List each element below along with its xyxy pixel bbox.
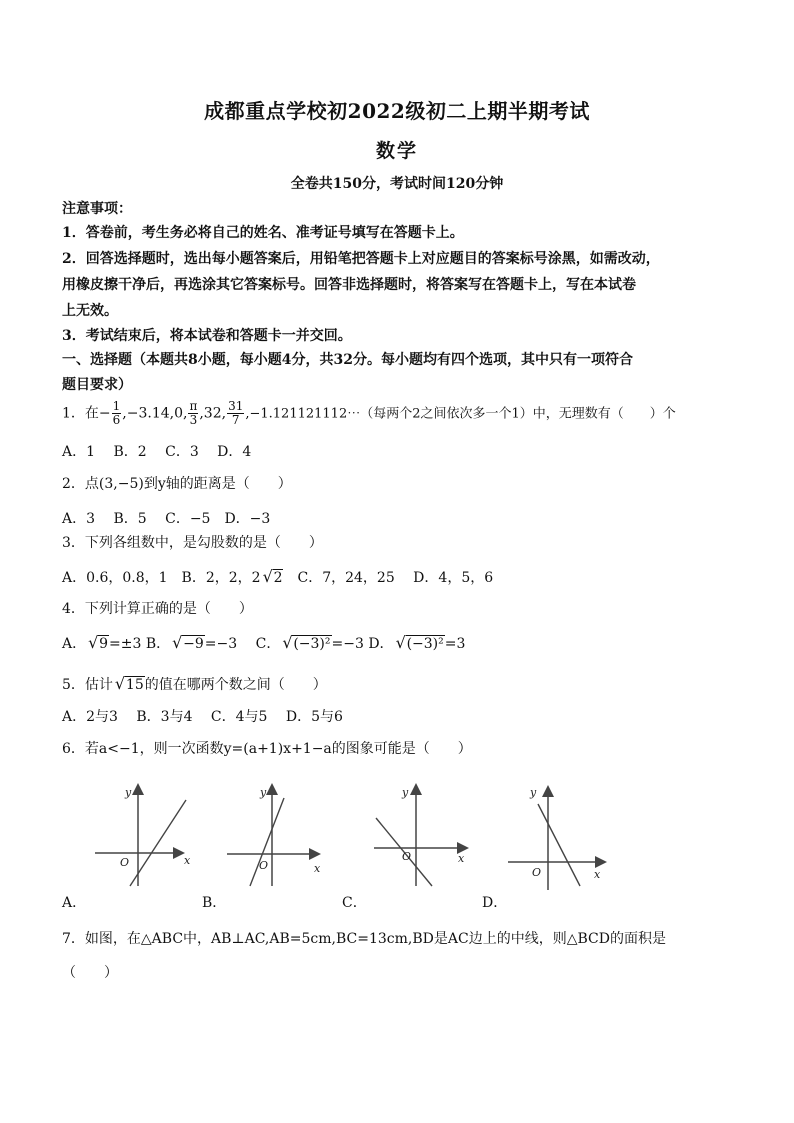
- q4-d-radicand: (−3)²: [406, 636, 444, 652]
- notes-heading: 注意事项：: [62, 201, 132, 217]
- q6-graph-c: [364, 778, 484, 888]
- q3-options-a: A．0.6，0.8，1 B．2，2，2: [62, 570, 261, 586]
- q6-option-a-label: A．: [62, 895, 87, 911]
- q4-options: [62, 633, 465, 653]
- q6-option-d-label: D．: [482, 895, 508, 911]
- note-2-line1: 2．回答选择题时，选出每小题答案后，用铅笔把答题卡上对应题目的答案标号涂黑，如需改动，: [62, 251, 660, 267]
- note-2-line3: 上无效。: [62, 303, 118, 319]
- q3-options-c: C．7，24，25 D．4，5，6: [283, 570, 494, 586]
- q6-graph-d: [502, 782, 622, 892]
- q2-options: A．3 B．5 C．−5 D．−3: [62, 511, 271, 527]
- q6-b-y-label: y: [260, 786, 267, 799]
- q4-d-sqrt: √ (−3)²: [395, 633, 444, 652]
- q6-a-x-label: x: [184, 854, 191, 867]
- q5-options: A．2与3 B．3与4 C．4与5 D．5与6: [62, 709, 343, 725]
- q4-a-sqrt: √ 9: [88, 633, 109, 652]
- q1-mid2: ,32,: [199, 405, 227, 422]
- q1-f1-den: 6: [112, 413, 121, 427]
- q1-f2-den: 3: [189, 413, 198, 427]
- q4-d-rest: =3: [444, 636, 466, 652]
- q4-c-sqrt: √ (−3)²: [282, 633, 331, 652]
- q1-tail: ,−1.121121112⋯（每两个2之间依次多一个1）中，无理数有（ ）个: [245, 406, 676, 422]
- q6-c-x-label: x: [458, 852, 465, 865]
- q1-fraction-3: [227, 400, 244, 427]
- q6-a-origin: O: [120, 856, 130, 869]
- q3-sqrt: √ 2: [262, 567, 283, 586]
- page-title: 成都重点学校初2022级初二上期半期考试: [204, 99, 590, 123]
- q4-a-rest: =±3 B．: [109, 636, 171, 652]
- q4-b-radicand: −9: [183, 636, 204, 652]
- question-7-line1: 7．如图，在△ABC中，AB⊥AC,AB=5cm,BC=13cm,BD是AC边上的中线，则△BCD的面积是: [62, 931, 666, 947]
- q1-f2-num: π: [189, 399, 198, 413]
- subject-title: 数学: [375, 140, 418, 162]
- note-1: 1．答卷前，考生务必将自己的姓名、准考证号填写在答题卡上。: [62, 225, 464, 241]
- q1-f3-den: 7: [231, 413, 240, 427]
- question-5: [62, 674, 327, 694]
- q5-radicand: 15: [125, 677, 144, 693]
- q6-b-x-label: x: [314, 862, 321, 875]
- exam-info: 全卷共150分，考试时间120分钟: [290, 176, 504, 192]
- q3-options: [62, 567, 493, 587]
- q6-a-y-label: y: [125, 786, 132, 799]
- q6-d-y-label: y: [530, 786, 537, 799]
- q6-d-line: [538, 804, 580, 886]
- q1-f3-num: 31: [228, 399, 244, 413]
- q1-fraction-2: [188, 400, 198, 427]
- q6-d-x-label: x: [594, 868, 601, 881]
- q6-graph-b: [222, 778, 342, 888]
- q5-text-b: 的值在哪两个数之间（ ）: [144, 677, 327, 693]
- q4-b-sqrt: √ −9: [172, 633, 204, 652]
- q6-option-c-label: C．: [342, 895, 367, 911]
- q1-mid: ,−3.14,0,: [122, 405, 188, 422]
- q1-f1-num: 1: [112, 399, 121, 413]
- q6-graph-a: [90, 778, 210, 888]
- question-7-line2: （ ）: [62, 965, 118, 981]
- q5-text-a: 5．估计: [62, 677, 113, 693]
- section-heading-line2: 题目要求）: [62, 377, 132, 393]
- section-heading-line1: 一、选择题（本题共8小题，每小题4分，共32分。每小题均有四个选项，其中只有一项符合: [62, 352, 633, 368]
- q1-options: A．1 B．2 C．3 D．4: [62, 444, 252, 460]
- q6-b-line: [250, 798, 284, 886]
- q6-option-b-label: B．: [202, 895, 227, 911]
- q6-c-origin: O: [402, 850, 412, 863]
- note-2-line2: 用橡皮擦干净后，再选涂其它答案标号。回答非选择题时，将答案写在答题卡上，写在本试卷: [62, 277, 636, 293]
- q6-d-origin: O: [532, 866, 542, 879]
- question-1: 1．在− $\frac{1}{6}$ ,−3.14,0, $\frac{\pi}{3}$ ,32, $\frac{31}{7}$ ,−1.121121112⋯（每两个2之间依次多一个1）中，无理数有（ ）个: [62, 399, 676, 427]
- q4-b-rest: =−3 C．: [204, 636, 281, 652]
- q6-b-origin: O: [259, 859, 269, 872]
- q1-fraction-1: [112, 400, 122, 427]
- question-4: 4．下列计算正确的是（ ）: [62, 601, 253, 617]
- q4-c-radicand: (−3)²: [293, 636, 331, 652]
- q1-prefix: 1．在: [62, 405, 99, 422]
- q4-a-label: A．: [62, 636, 87, 652]
- q4-c-rest: =−3 D．: [331, 636, 394, 652]
- question-6: 6．若a<−1，则一次函数y=(a+1)x+1−a的图象可能是（ ）: [62, 741, 472, 757]
- question-3: 3．下列各组数中，是勾股数的是（ ）: [62, 535, 323, 551]
- question-2: 2．点(3,−5)到y轴的距离是（ ）: [62, 476, 292, 492]
- q5-sqrt: √ 15: [114, 674, 144, 693]
- q3-sqrt-value: 2: [273, 570, 283, 586]
- note-3: 3．考试结束后，将本试卷和答题卡一并交回。: [62, 328, 352, 344]
- q6-c-y-label: y: [402, 786, 409, 799]
- q4-a-radicand: 9: [99, 636, 109, 652]
